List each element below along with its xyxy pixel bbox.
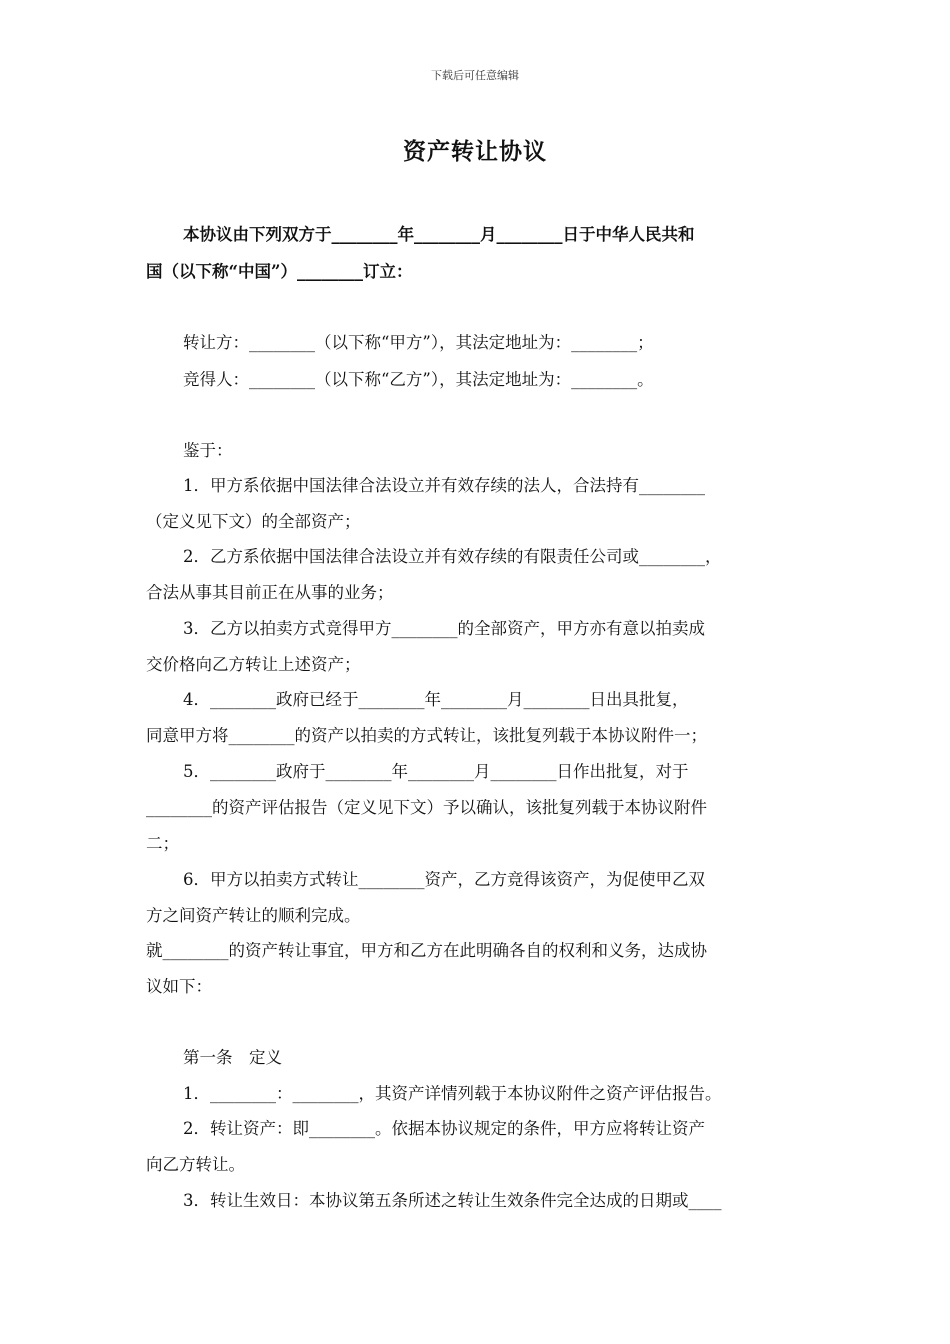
intro-line-2: 国（以下称“中国”）________订立：	[146, 262, 413, 281]
recital-6-line-2: 方之间资产转让的顺利完成。	[146, 906, 361, 925]
recital-3-line-2: 交价格向乙方转让上述资产；	[146, 655, 361, 674]
definition-2-line-2: 向乙方转让。	[146, 1155, 245, 1174]
page-header: 下载后可任意编辑	[431, 69, 519, 82]
recital-5-line-1: 5．________政府于________年________月________日作出批复，对于	[183, 762, 689, 781]
agreement-line-2: 议如下：	[146, 977, 212, 996]
recital-2-line-2: 合法从事其目前正在从事的业务；	[146, 583, 394, 602]
recital-3-line-1: 3．乙方以拍卖方式竞得甲方________的全部资产，甲方亦有意以拍卖成	[183, 619, 705, 638]
transferor-line: 转让方：________（以下称“甲方”），其法定地址为：________；	[183, 333, 654, 352]
recital-1-line-2: （定义见下文）的全部资产；	[146, 512, 361, 531]
document-title: 资产转让协议	[403, 138, 547, 165]
recital-5-line-2: ________的资产评估报告（定义见下文）予以确认，该批复列载于本协议附件	[146, 798, 707, 817]
recital-2-line-1: 2．乙方系依据中国法律合法设立并有效存续的有限责任公司或________，	[183, 547, 722, 566]
article-1-heading: 第一条 定义	[183, 1048, 282, 1067]
definition-1: 1．________：________，其资产详情列载于本协议附件之资产评估报告。	[183, 1084, 722, 1103]
agreement-line-1: 就________的资产转让事宜，甲方和乙方在此明确各自的权利和义务，达成协	[146, 941, 707, 960]
recital-1-line-1: 1．甲方系依据中国法律合法设立并有效存续的法人，合法持有________	[183, 476, 705, 495]
recital-5-line-3: 二；	[146, 834, 179, 853]
intro-line-1: 本协议由下列双方于________年________月________日于中华人民共和	[183, 225, 695, 244]
recital-4-line-2: 同意甲方将________的资产以拍卖的方式转让，该批复列载于本协议附件一；	[146, 726, 707, 745]
whereas-heading: 鉴于：	[183, 441, 233, 460]
recital-4-line-1: 4．________政府已经于________年________月________日出具批复，	[183, 690, 689, 709]
definition-3-line-1: 3．转让生效日：本协议第五条所述之转让生效条件完全达成的日期或____	[183, 1191, 722, 1210]
recital-6-line-1: 6．甲方以拍卖方式转让________资产，乙方竞得该资产，为促使甲乙双	[183, 870, 705, 889]
definition-2-line-1: 2．转让资产：即________。依据本协议规定的条件，甲方应将转让资产	[183, 1119, 705, 1138]
transferee-line: 竞得人：________（以下称“乙方”），其法定地址为：________。	[183, 370, 654, 389]
